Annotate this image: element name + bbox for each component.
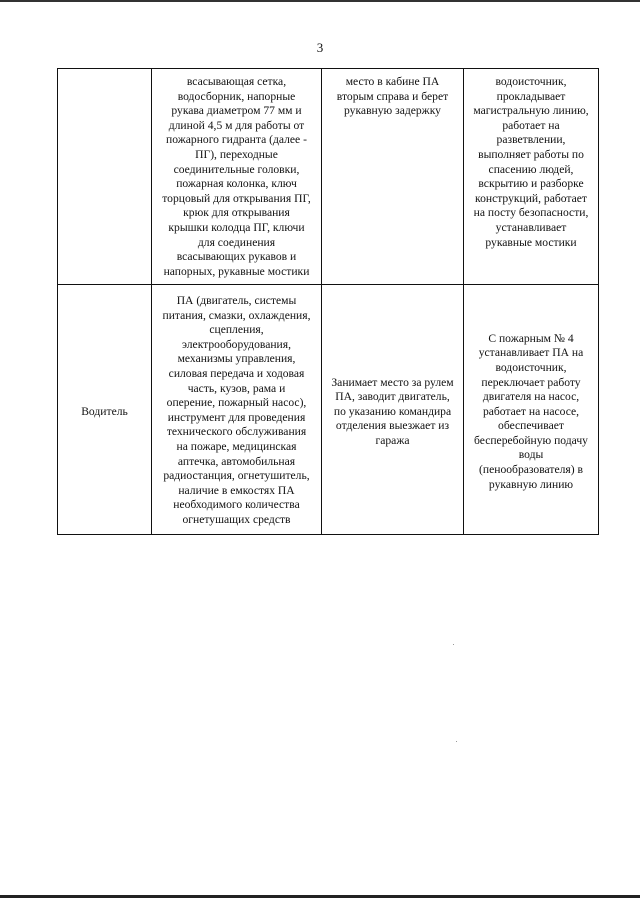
equipment-cell: всасывающая сетка, водосборник, напорные рукава диаметром 77 мм и длиной 4,5 м для работы от пожарного гидранта (далее - ПГ), переходные соединительные головки, пожарная колонка, ключ торцовый для открывания ПГ, крюк для открывания крышки колодца ПГ, ключи для соединения всасывающих рукавов и напорных, рукавные мостики [152,69,322,285]
on-alarm-cell: Занимает место за рулем ПА, заводит двигатель, по указанию командира отделения выезжает из гаража [322,285,464,535]
scan-edge-top [0,0,640,2]
equipment-cell: ПА (двигатель, системы питания, смазки, охлаждения, сцепления, электрооборудования, механизмы управления, силовая передача и ходовая часть, кузов, рама и оперение, пожарный насос), инструмент для проведения технического обслуживания на пожаре, медицинская аптечка, автомобильная радиостанция, огнетушитель, наличие в емкостях ПА необходимого количества огнетушащих средств [152,285,322,535]
role-cell: Водитель [58,285,152,535]
at-fire-cell: водоисточник, прокладывает магистральную линию, работает на разветвлении, выполняет работы по спасению людей, вскрытию и разборке конструкций, работает на посту безопасности, устанавливает рукавные мостики [464,69,599,285]
role-cell [58,69,152,285]
scan-speck [453,644,454,645]
table-row [58,285,599,535]
on-alarm-cell: место в кабине ПА вторым справа и берет рукавную задержку [322,69,464,285]
table-row [58,69,599,285]
duties-table [57,68,599,535]
at-fire-cell: С пожарным № 4 устанавливает ПА на водоисточник, переключает работу двигателя на насос, работает на насосе, обеспечивает бесперебойную подачу воды (пенообразователя) в рукавную линию [464,285,599,535]
page-number: 3 [316,40,324,55]
scan-speck [456,741,457,742]
